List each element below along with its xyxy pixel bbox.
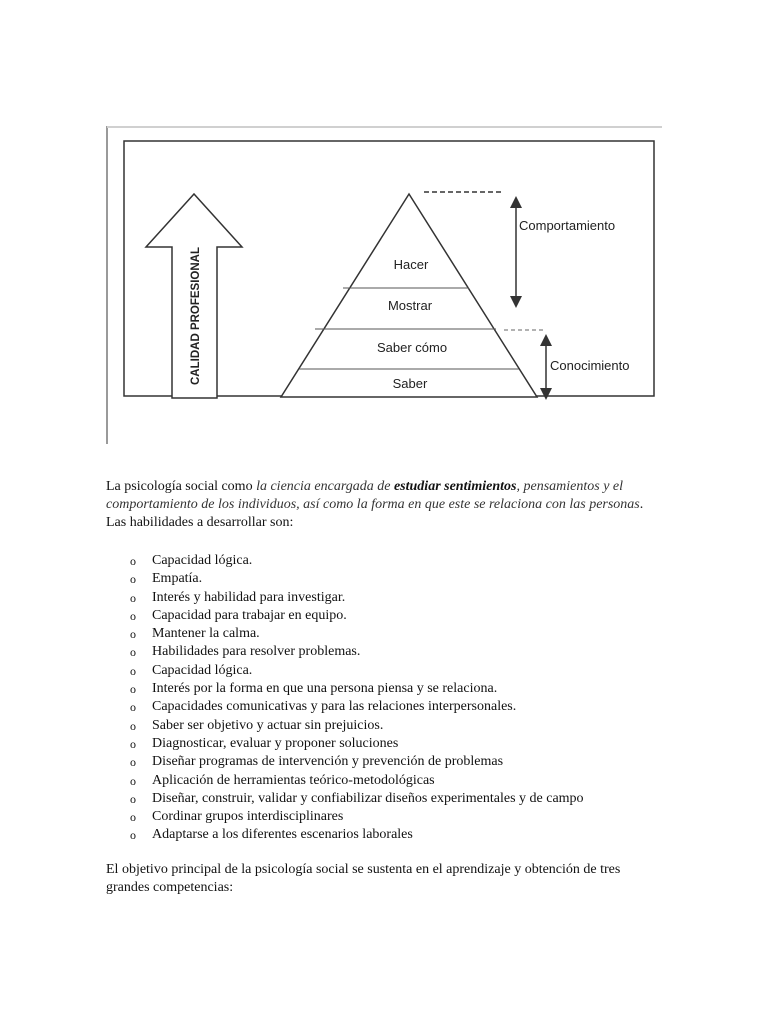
skill-text: Saber ser objetivo y actuar sin prejuicios.	[152, 717, 384, 733]
closing-paragraph: El objetivo principal de la psicología social se sustenta en el aprendizaje y obtención de tres grandes competencias:	[106, 861, 621, 895]
intro-lead-in: La psicología social como	[106, 479, 257, 494]
skill-text: Capacidad lógica.	[152, 662, 253, 678]
skill-text: Capacidad para trabajar en equipo.	[152, 607, 347, 623]
list-item	[106, 772, 662, 790]
bullet-icon: o	[130, 773, 136, 788]
list-item	[106, 680, 662, 698]
list-item	[106, 625, 662, 643]
list-item	[106, 643, 662, 661]
list-item	[106, 589, 662, 607]
skill-text: Habilidades para resolver problemas.	[152, 644, 361, 660]
bullet-icon: o	[130, 700, 136, 715]
bullet-icon: o	[130, 554, 136, 568]
skill-text: Mantener la calma.	[152, 626, 260, 642]
list-item	[106, 735, 662, 753]
skill-text: Aplicación de herramientas teórico-metodológicas	[152, 772, 435, 788]
intro-paragraph	[106, 478, 662, 514]
bullet-icon: o	[130, 828, 136, 843]
list-item	[106, 662, 662, 680]
bullet-icon: o	[130, 627, 136, 642]
bullet-icon: o	[130, 572, 136, 587]
list-item	[106, 808, 662, 826]
bullet-icon: o	[130, 608, 136, 623]
intro-italic: la ciencia encargada de	[256, 479, 394, 494]
bullet-icon: o	[130, 736, 136, 751]
list-item	[106, 717, 662, 735]
pyramid-level-hacer: Hacer	[393, 257, 429, 272]
skill-text: Diseñar programas de intervención y prevención de problemas	[152, 754, 504, 770]
skill-text: Interés por la forma en que una persona piensa y se relaciona.	[152, 681, 498, 697]
bullet-icon: o	[130, 590, 136, 605]
list-item	[106, 570, 662, 588]
skill-text: Interés y habilidad para investigar.	[152, 589, 346, 605]
bullet-icon: o	[130, 810, 136, 825]
skill-text: Adaptarse a los diferentes escenarios laborales	[152, 827, 413, 843]
pyramid-level-saber: Saber	[392, 376, 428, 391]
figure-svg	[106, 126, 662, 444]
skill-text: Capacidad lógica.	[152, 553, 253, 568]
list-item	[106, 698, 662, 716]
skill-text: Diseñar, construir, validar y confiabilizar diseños experimentales y de campo	[152, 790, 584, 806]
pyramid-level-mostrar: Mostrar	[387, 298, 433, 313]
list-item	[106, 790, 662, 808]
intro-end: .	[639, 497, 644, 512]
list-item	[106, 607, 662, 625]
bullet-icon: o	[130, 791, 136, 806]
intro-italic-rest: , pensamientos y el comportamiento de los individuos, así como la forma en que este se relaciona con las personas	[106, 479, 640, 512]
intro-bold-italic: estudiar sentimientos	[393, 479, 517, 494]
skills-list	[106, 552, 662, 845]
list-item	[106, 753, 662, 771]
skills-heading: Las habilidades a desarrollar son:	[106, 515, 294, 530]
miller-pyramid-figure	[106, 126, 662, 444]
bullet-icon: o	[130, 682, 136, 697]
list-item	[106, 826, 662, 844]
bullet-icon: o	[130, 663, 136, 678]
pyramid-level-saber-como: Saber cómo	[376, 340, 448, 355]
bullet-icon: o	[130, 718, 136, 733]
skill-text: Diagnosticar, evaluar y proponer soluciones	[152, 735, 399, 751]
body-text	[106, 478, 662, 897]
skill-text: Empatía.	[152, 571, 203, 587]
conocimiento-label: Conocimiento	[550, 358, 630, 373]
list-item	[106, 552, 662, 570]
arrow-label: CALIDAD PROFESIONAL	[190, 247, 202, 385]
skill-text: Cordinar grupos interdisciplinares	[152, 809, 344, 825]
skill-text: Capacidades comunicativas y para las relaciones interpersonales.	[152, 699, 517, 715]
comportamiento-label: Comportamiento	[519, 218, 616, 233]
bullet-icon: o	[130, 755, 136, 770]
bullet-icon: o	[130, 645, 136, 660]
